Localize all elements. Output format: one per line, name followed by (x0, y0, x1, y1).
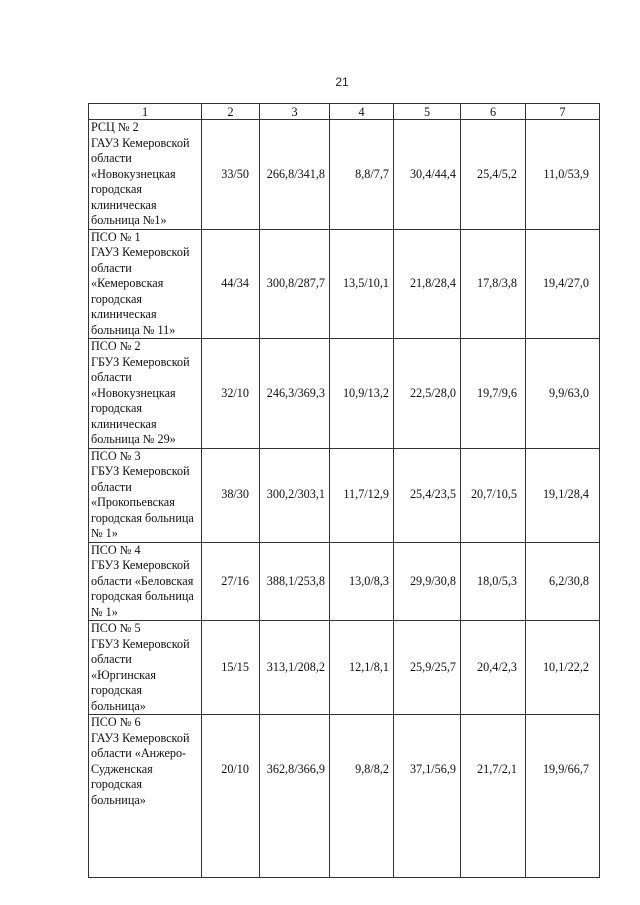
value-cell: 266,8/341,8 (260, 120, 330, 230)
value-cell: 15/15 (202, 621, 260, 715)
value-cell: 11,0/53,9 (526, 120, 600, 230)
organization-cell: ПСО № 6 ГАУЗ Кемеровской области «Анжеро- Судженская городская больница» (89, 715, 202, 878)
value-cell: 19,7/9,6 (461, 339, 526, 449)
value-cell: 27/16 (202, 542, 260, 621)
page-number: 21 (335, 75, 349, 89)
organization-cell: ПСО № 3 ГБУЗ Кемеровской области «Прокопьевская городская больница № 1» (89, 448, 202, 542)
value-cell: 313,1/208,2 (260, 621, 330, 715)
organization-cell: ПСО № 4 ГБУЗ Кемеровской области «Беловская городская больница № 1» (89, 542, 202, 621)
header-row (89, 104, 600, 120)
value-cell: 25,4/5,2 (461, 120, 526, 230)
value-cell: 20,4/2,3 (461, 621, 526, 715)
value-cell: 246,3/369,3 (260, 339, 330, 449)
value-cell: 300,8/287,7 (260, 229, 330, 339)
value-cell: 29,9/30,8 (394, 542, 461, 621)
value-cell: 8,8/7,7 (330, 120, 394, 230)
value-cell: 10,9/13,2 (330, 339, 394, 449)
value-cell: 32/10 (202, 339, 260, 449)
column-header: 7 (526, 104, 600, 120)
value-cell: 33/50 (202, 120, 260, 230)
table-row (89, 120, 600, 230)
value-cell: 19,1/28,4 (526, 448, 600, 542)
organization-cell: РСЦ № 2 ГАУЗ Кемеровской области «Новокузнецкая городская клиническая больница №1» (89, 120, 202, 230)
table-row (89, 715, 600, 878)
table-row (89, 339, 600, 449)
column-header: 1 (89, 104, 202, 120)
column-header: 6 (461, 104, 526, 120)
value-cell: 20,7/10,5 (461, 448, 526, 542)
value-cell: 388,1/253,8 (260, 542, 330, 621)
value-cell: 19,9/66,7 (526, 715, 600, 878)
value-cell: 19,4/27,0 (526, 229, 600, 339)
organization-cell: ПСО № 5 ГБУЗ Кемеровской области «Юргинская городская больница» (89, 621, 202, 715)
organization-cell: ПСО № 2 ГБУЗ Кемеровской области «Новокузнецкая городская клиническая больница № 29» (89, 339, 202, 449)
table-row (89, 448, 600, 542)
value-cell: 21,8/28,4 (394, 229, 461, 339)
value-cell: 362,8/366,9 (260, 715, 330, 878)
value-cell: 25,4/23,5 (394, 448, 461, 542)
value-cell: 9,9/63,0 (526, 339, 600, 449)
value-cell: 38/30 (202, 448, 260, 542)
value-cell: 18,0/5,3 (461, 542, 526, 621)
statistics-table (88, 103, 600, 878)
column-header: 3 (260, 104, 330, 120)
table-row (89, 621, 600, 715)
value-cell: 22,5/28,0 (394, 339, 461, 449)
column-header: 4 (330, 104, 394, 120)
value-cell: 13,0/8,3 (330, 542, 394, 621)
table-row (89, 542, 600, 621)
value-cell: 12,1/8,1 (330, 621, 394, 715)
value-cell: 11,7/12,9 (330, 448, 394, 542)
value-cell: 300,2/303,1 (260, 448, 330, 542)
column-header: 5 (394, 104, 461, 120)
organization-cell: ПСО № 1 ГАУЗ Кемеровской области «Кемеровская городская клиническая больница № 11» (89, 229, 202, 339)
table-row (89, 229, 600, 339)
value-cell: 30,4/44,4 (394, 120, 461, 230)
value-cell: 20/10 (202, 715, 260, 878)
value-cell: 10,1/22,2 (526, 621, 600, 715)
value-cell: 21,7/2,1 (461, 715, 526, 878)
value-cell: 44/34 (202, 229, 260, 339)
value-cell: 25,9/25,7 (394, 621, 461, 715)
value-cell: 9,8/8,2 (330, 715, 394, 878)
value-cell: 13,5/10,1 (330, 229, 394, 339)
column-header: 2 (202, 104, 260, 120)
value-cell: 6,2/30,8 (526, 542, 600, 621)
value-cell: 17,8/3,8 (461, 229, 526, 339)
value-cell: 37,1/56,9 (394, 715, 461, 878)
